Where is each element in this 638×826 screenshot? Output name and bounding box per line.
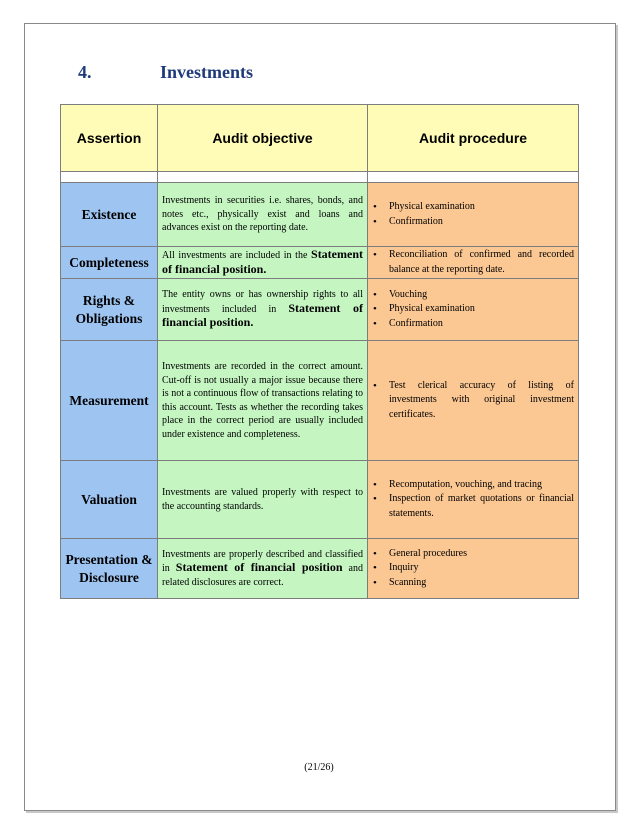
- objective-text: Investments are recorded in the correct amount. Cut-off is not usually a major issue because there is not a continuous flow of transactions relating to this account. Tests as whether the recording takes place in the correct period are usually included under existence and completeness.: [162, 361, 363, 440]
- objective-bold-text: Statement of financial position: [175, 560, 343, 575]
- section-heading: [78, 62, 253, 83]
- procedure-item: • Confirmation: [372, 215, 574, 230]
- procedure-item: • Recomputation, vouching, and tracing: [372, 478, 574, 493]
- procedure-list: [372, 288, 574, 332]
- objective-cell: [158, 279, 368, 341]
- objective-cell: [158, 539, 368, 599]
- procedure-list: [372, 200, 574, 229]
- objective-text: and related disclosures are correct.: [162, 563, 363, 588]
- objective-cell: [158, 247, 368, 279]
- assertion-cell: Completeness: [61, 247, 158, 279]
- procedure-item: • Reconciliation of confirmed and recorded balance at the reporting date.: [372, 248, 574, 277]
- objective-cell: [158, 341, 368, 461]
- procedure-item: • Inspection of market quotations or financial statements.: [372, 492, 574, 521]
- procedure-cell: [368, 539, 579, 599]
- section-number: 4.: [78, 62, 92, 82]
- table-row: [61, 461, 579, 539]
- procedure-list: [372, 547, 574, 591]
- header-audit-procedure: Audit procedure: [368, 105, 579, 172]
- procedure-cell: [368, 341, 579, 461]
- procedure-item: • General procedures: [372, 547, 574, 562]
- objective-text: Investments are properly described and classified in: [162, 548, 363, 575]
- table-row: [61, 279, 579, 341]
- procedure-item: • Physical examination: [372, 302, 574, 317]
- assertion-cell: Presentation & Disclosure: [61, 539, 158, 599]
- procedure-list: [372, 478, 574, 522]
- objective-text: All investments are included in the: [162, 250, 312, 261]
- header-audit-objective: Audit objective: [158, 105, 368, 172]
- procedure-cell: [368, 279, 579, 341]
- table-body: [61, 183, 579, 599]
- assertion-cell: Valuation: [61, 461, 158, 539]
- assertion-cell: Measurement: [61, 341, 158, 461]
- procedure-cell: [368, 183, 579, 247]
- table-row: [61, 539, 579, 599]
- objective-text: The entity owns or has ownership rights to all investments included in: [162, 289, 363, 315]
- table-row: [61, 341, 579, 461]
- procedure-item: • Physical examination: [372, 200, 574, 215]
- procedure-cell: [368, 247, 579, 279]
- procedure-item: • Inquiry: [372, 561, 574, 576]
- table-row: [61, 247, 579, 279]
- objective-cell: [158, 183, 368, 247]
- table-header-row: [61, 105, 579, 172]
- procedure-cell: [368, 461, 579, 539]
- procedure-item: • Test clerical accuracy of listing of investments with original investment certificates.: [372, 379, 574, 423]
- procedure-item: • Scanning: [372, 576, 574, 591]
- page-number: (21/26): [304, 762, 334, 773]
- procedure-list: [372, 379, 574, 423]
- objective-cell: [158, 461, 368, 539]
- objective-bold-text: Statement of financial position.: [162, 247, 363, 276]
- procedure-list: [372, 248, 574, 277]
- objective-text: Investments are valued properly with respect to the accounting standards.: [162, 487, 363, 512]
- assertion-cell: Rights & Obligations: [61, 279, 158, 341]
- procedure-item: • Vouching: [372, 288, 574, 303]
- objective-text: Investments in securities i.e. shares, bonds, and notes etc., physically exist and loans and advances exist on the reporting date.: [162, 195, 363, 234]
- procedure-item: • Confirmation: [372, 317, 574, 332]
- spacer-row: [61, 172, 579, 183]
- table-row: [61, 183, 579, 247]
- audit-table: [60, 104, 579, 599]
- section-title: Investments: [160, 62, 253, 82]
- assertion-cell: Existence: [61, 183, 158, 247]
- header-assertion: Assertion: [61, 105, 158, 172]
- objective-bold-text: Statement of financial position.: [162, 300, 363, 330]
